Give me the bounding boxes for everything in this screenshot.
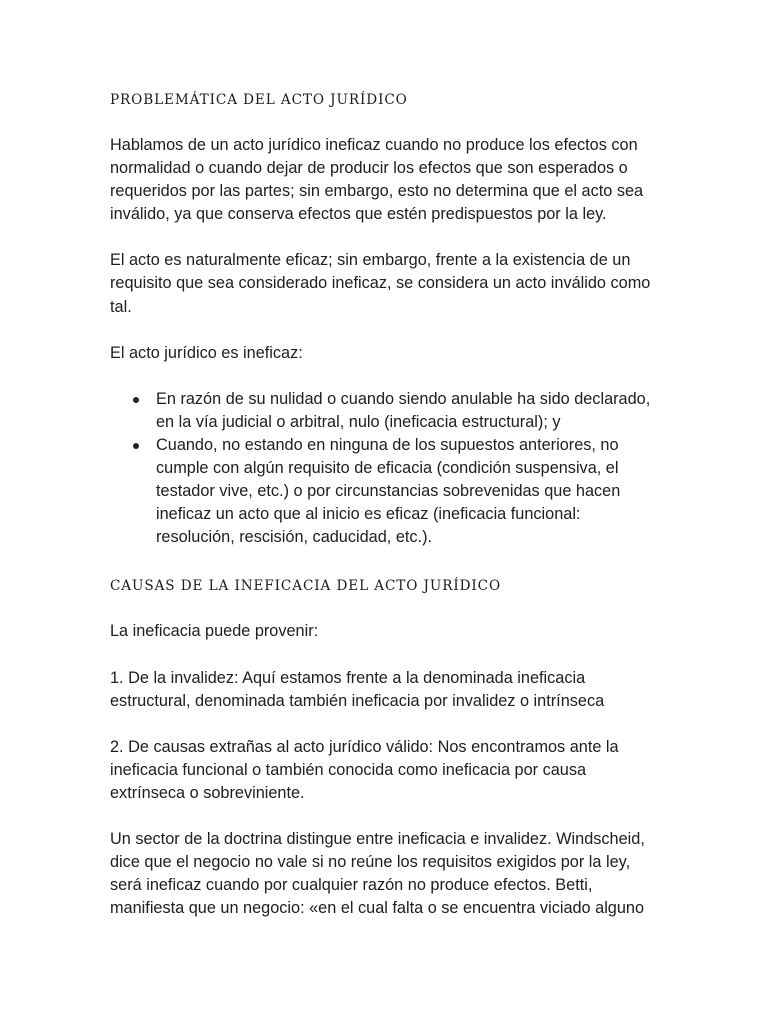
list-item-text: En razón de su nulidad o cuando siendo anulable ha sido declarado, en la vía judicial o arbitral, nulo (ineficacia estructural); y	[156, 389, 651, 431]
list-item	[110, 434, 660, 549]
paragraph-external-cause: 2. De causas extrañas al acto jurídico válido: Nos encontramos ante la ineficacia funcional o también conocida como ineficacia por causa extrínseca o sobreviniente.	[110, 737, 619, 802]
bullet-icon	[133, 443, 139, 449]
ineffectiveness-list	[110, 388, 660, 550]
paragraph-doctrine: Un sector de la doctrina distingue entre ineficacia e invalidez. Windscheid, dice que el negocio no vale si no reúne los requisitos exigidos por la ley, será ineficaz cuando por cualquier razón no produce efectos. Betti, manifiesta que un negocio: «en el cual falta o se encuentra viciado alguno	[110, 829, 645, 918]
bullet-icon	[133, 397, 139, 403]
paragraph-ineffective-intro: El acto jurídico es ineficaz:	[110, 343, 303, 362]
paragraph-naturally-effective: El acto es naturalmente eficaz; sin embargo, frente a la existencia de un requisito que sea considerado ineficaz, se considera un acto inválido como tal.	[110, 251, 651, 316]
paragraph-definition: Hablamos de un acto jurídico ineficaz cuando no produce los efectos con normalidad o cuando dejar de producir los efectos que son esperados o requeridos por las partes; sin embargo, esto no determina que el acto sea inválido, ya que conserva efectos que estén predispuestos por la ley.	[110, 136, 644, 224]
section-heading-problematica: PROBLEMÁTICA DEL ACTO JURÍDICO	[110, 92, 408, 108]
paragraph-origin-intro: La ineficacia puede provenir:	[110, 622, 319, 641]
list-item	[110, 388, 660, 434]
paragraph-invalidity-cause: 1. De la invalidez: Aquí estamos frente a la denominada ineficacia estructural, denominada también ineficacia por invalidez o intrínseca	[110, 668, 605, 710]
list-item-text: Cuando, no estando en ninguna de los supuestos anteriores, no cumple con algún requisito de eficacia (condición suspensiva, el testador vive, etc.) o por circunstancias sobrevenidas que hacen ineficaz un acto que al inicio es eficaz (ineficacia funcional: resolución, rescisión, caducidad, etc.).	[156, 435, 621, 547]
section-heading-causas: CAUSAS DE LA INEFICACIA DEL ACTO JURÍDICO	[110, 578, 502, 595]
document-page	[110, 86, 660, 920]
